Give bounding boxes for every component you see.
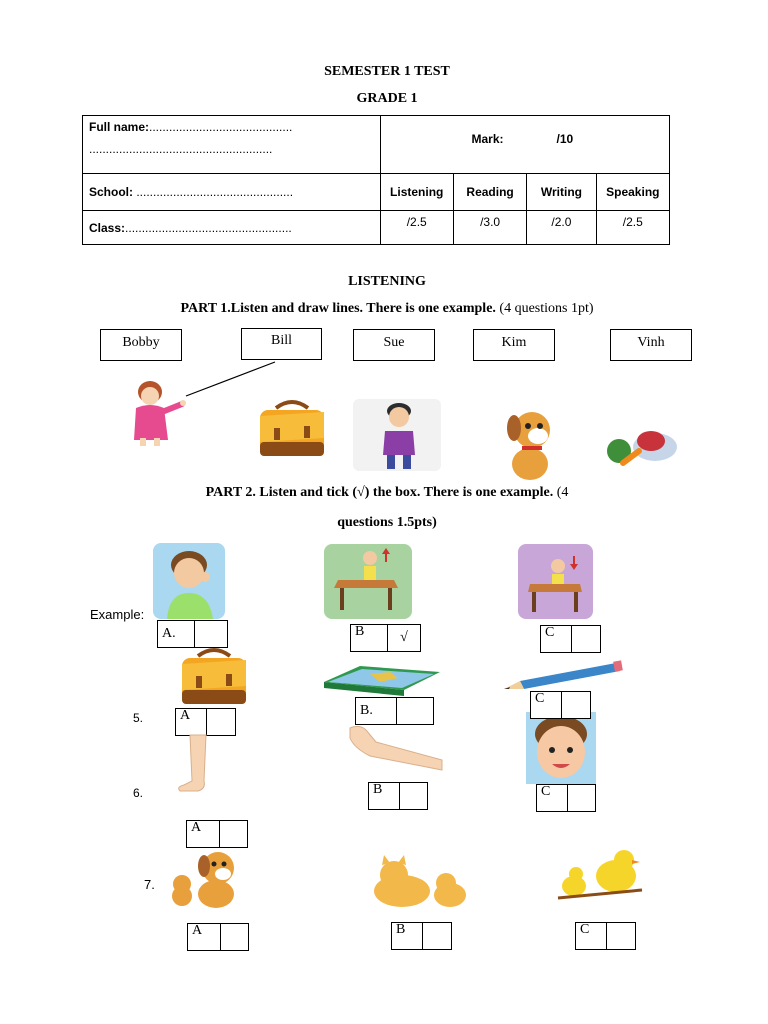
full-name-label: Full name:: [89, 120, 150, 134]
q5-option-a-letter: A: [175, 708, 207, 736]
q6-option-b-letter: B: [368, 782, 400, 810]
pencil-image: [502, 659, 624, 691]
q5-option-c-letter: C: [530, 691, 562, 719]
school-bag-image: [254, 398, 330, 460]
skill-reading: Reading: [453, 174, 526, 211]
question-7-number: 7.: [144, 877, 155, 892]
q7-option-a-box[interactable]: [220, 923, 249, 951]
q5-option-b-box[interactable]: [396, 697, 434, 725]
score-writing: /2.0: [527, 211, 596, 245]
q7-option-c-letter: C: [575, 922, 607, 950]
example-option-c: [540, 625, 602, 653]
example-option-b: [350, 624, 421, 652]
q6-option-b: [368, 782, 428, 810]
listening-heading: LISTENING: [348, 274, 426, 289]
question-6-number: 6.: [133, 786, 144, 800]
boy-listening-image: [153, 543, 225, 619]
full-name-line2[interactable]: .......................................................: [89, 142, 273, 156]
skill-speaking: Speaking: [596, 174, 669, 211]
example-option-b-letter: B: [350, 624, 388, 652]
q7-option-c-box[interactable]: [606, 922, 636, 950]
full-name-dots[interactable]: ...........................................: [149, 120, 293, 134]
school-label: School:: [89, 185, 133, 199]
name-box-bill: Bill: [241, 328, 322, 360]
q5-option-c: [530, 691, 591, 719]
name-box-vinh: Vinh: [610, 329, 692, 361]
score-listening: /2.5: [380, 211, 453, 245]
score-speaking: /2.5: [596, 211, 669, 245]
school-dots[interactable]: ...............................................: [136, 185, 294, 199]
q6-option-c: [536, 784, 596, 812]
teacher-image: [128, 378, 188, 448]
q7-option-b-box[interactable]: [422, 922, 452, 950]
q6-option-a-letter: A: [186, 820, 220, 848]
q5-option-b: [355, 697, 434, 725]
bag-image: [176, 646, 252, 708]
grade-title: GRADE 1: [356, 91, 418, 106]
book-image: [320, 662, 442, 696]
puppy-image: [502, 406, 558, 482]
name-box-bobby: Bobby: [100, 329, 182, 361]
score-reading: /3.0: [453, 211, 526, 245]
mark-label: Mark:: [471, 132, 504, 146]
skill-listening: Listening: [380, 174, 453, 211]
name-box-sue: Sue: [353, 329, 435, 361]
test-title: SEMESTER 1 TEST: [324, 64, 450, 79]
q5-option-b-letter: B.: [355, 697, 397, 725]
boy-image: [353, 399, 441, 471]
arm-image: [346, 722, 446, 772]
part2-instructions-line2: questions 1.5pts): [337, 515, 437, 530]
example-option-c-box[interactable]: [571, 625, 601, 653]
q5-option-a-box[interactable]: [206, 708, 236, 736]
mark-value: /10: [556, 132, 574, 146]
class-label: Class:: [89, 220, 126, 235]
part2-instructions: [0, 485, 768, 501]
example-option-a-letter: A.: [157, 620, 195, 648]
face-image: [526, 712, 596, 784]
skill-writing: Writing: [527, 174, 596, 211]
question-5-number: 5.: [133, 711, 144, 725]
q7-option-c: [575, 922, 636, 950]
example-option-a: [157, 620, 228, 648]
example-label: Example:: [90, 607, 145, 622]
example-option-a-box[interactable]: [194, 620, 228, 648]
q6-option-c-letter: C: [536, 784, 568, 812]
part1-bold: PART 1.Listen and draw lines. There is one example.: [180, 301, 496, 316]
part2-bold: PART 2. Listen and tick (√) the box. There is one example.: [205, 485, 554, 500]
q6-option-a: [186, 820, 248, 848]
example-option-c-letter: C: [540, 625, 572, 653]
q7-option-a-letter: A: [187, 923, 221, 951]
leg-image: [176, 735, 216, 795]
part1-normal: (4 questions 1pt): [495, 301, 594, 316]
q7-option-b-letter: B: [391, 922, 423, 950]
q6-option-b-box[interactable]: [399, 782, 428, 810]
q7-option-b: [391, 922, 452, 950]
q6-option-a-box[interactable]: [219, 820, 248, 848]
example-option-b-box[interactable]: √: [387, 624, 421, 652]
q7-option-a: [187, 923, 249, 951]
q5-option-c-box[interactable]: [561, 691, 591, 719]
dogs-image: [168, 848, 240, 910]
cats-image: [370, 855, 470, 909]
part2-normal: (4: [553, 485, 569, 500]
boy-stand-up-image: [324, 544, 412, 619]
q5-option-a: [175, 708, 236, 736]
name-box-kim: Kim: [473, 329, 555, 361]
food-image: [605, 425, 679, 471]
q6-option-c-box[interactable]: [567, 784, 596, 812]
birds-image: [554, 848, 646, 904]
boy-sit-down-image: [518, 544, 593, 619]
class-dots[interactable]: ..................................................: [125, 220, 292, 235]
